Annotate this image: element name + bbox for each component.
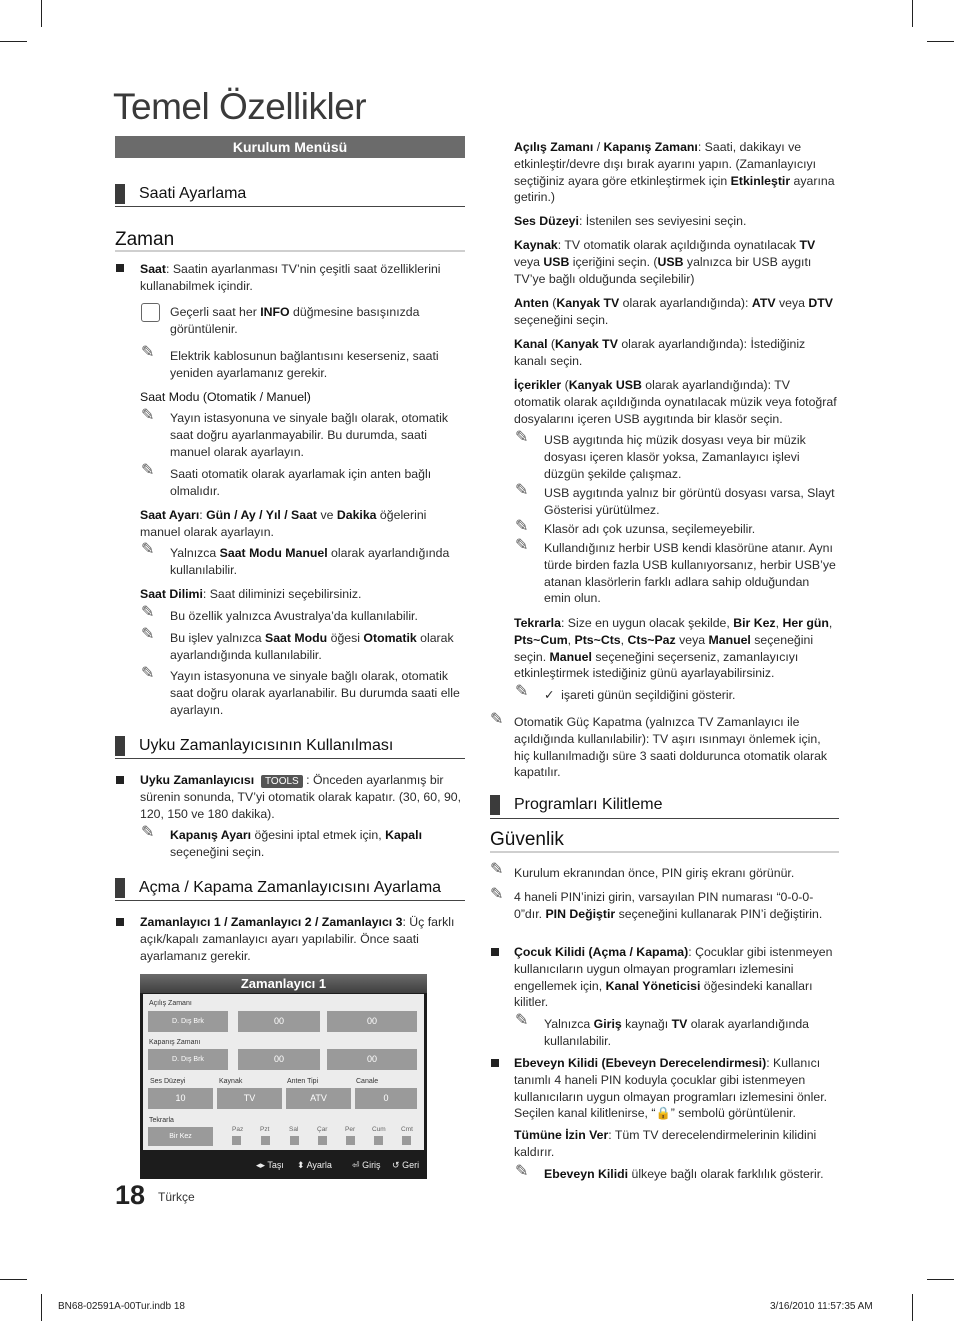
osd-tekrarla-value[interactable]: Bir Kez xyxy=(148,1127,213,1146)
subheading-saati-ayarlama: Saati Ayarlama xyxy=(115,184,246,204)
note-pin-1: Kurulum ekranından önce, PIN giriş ekranı görünür. xyxy=(514,866,795,880)
osd-day-checkbox[interactable] xyxy=(261,1136,270,1145)
note-usb-1: USB aygıtında hiç müzik dosyası veya bir müzik dosyası içeren klasör yoksa, Zamanlayıcı işlevi düzgün şekilde çalışmaz. xyxy=(544,433,806,481)
paragraph-saat: Saat: Saatin ayarlanması TV’nin çeşitli saat özelliklerini kullanabilmek içindir. xyxy=(140,262,441,293)
osd-label-ses: Ses Düzeyi xyxy=(150,1078,186,1085)
note-pencil-icon: ✎ xyxy=(141,462,155,479)
note-pencil-icon: ✎ xyxy=(515,1163,529,1180)
note-pencil-icon: ✎ xyxy=(141,344,155,361)
note-pencil-icon: ✎ xyxy=(490,886,504,903)
divider xyxy=(115,206,465,207)
note-power: Otomatik Güç Kapatma (yalnızca TV Zamanlayıcı ile açıldığında kullanılabilir): TV aşırı ısınmayı önlemek için, hiç kullanılmadığı süre 3 saati doldurunca otomatik olarak kapatılır. xyxy=(514,715,828,780)
osd-ses-value[interactable]: 10 xyxy=(148,1088,213,1109)
note-info: Geçerli saat her INFO düğmesine basışınızda görüntülenir. xyxy=(170,305,420,336)
divider xyxy=(115,900,465,901)
checkmark-icon: ✓ xyxy=(544,688,555,702)
paragraph-zamanlayici: Zamanlayıcı 1 / Zamanlayıcı 2 / Zamanlayıcı 3: Üç farklı açık/kapalı zamanlayıcı ayarı yapılabilir. Önce saati ayarlamanız gerekir. xyxy=(140,915,455,963)
note-ebeveyn: Ebeveyn Kilidi ülkeye bağlı olarak farklılık gösterir. xyxy=(544,1167,824,1181)
osd-acilis-source[interactable]: D. Dış Brk xyxy=(148,1011,228,1032)
subheading-uyku: Uyku Zamanlayıcısının Kullanılması xyxy=(115,736,393,756)
osd-day-label: Sal xyxy=(289,1126,299,1133)
osd-acilis-hour[interactable]: 00 xyxy=(238,1011,320,1032)
note-pencil-icon: ✎ xyxy=(515,518,529,535)
note-australia: Bu özellik yalnızca Avustralya’da kullanılabilir. xyxy=(170,609,418,623)
osd-enter-hint: ⏎ Giriş xyxy=(352,1160,381,1170)
note-signal-1: Yayın istasyonuna ve sinyale bağlı olarak, otomatik saat doğru ayarlanmayabilir. Bu durumda, saati manuel olarak ayarlayın. xyxy=(170,411,448,459)
note-pencil-icon: ✎ xyxy=(141,626,155,643)
note-function: Bu işlev yalnızca Saat Modu öğesi Otomatik olarak ayarlandığında kullanılabilir. xyxy=(170,631,454,662)
osd-kapanis-minute[interactable]: 00 xyxy=(327,1049,417,1070)
osd-body xyxy=(143,994,424,1150)
tools-badge: TOOLS xyxy=(261,775,303,788)
bullet-icon xyxy=(491,948,499,956)
paragraph-uyku: Uyku Zamanlayıcısı TOOLS : Önceden ayarlanmış bir sürenin sonunda, TV’yi otomatik olarak kapatır. (30, 60, 90, 120, 150 ve 180 dakika). xyxy=(140,773,462,821)
paragraph-anten: Anten (Kanyak TV olarak ayarlandığında): ATV veya DTV seçeneğini seçin. xyxy=(514,296,833,327)
paragraph-ebeveyn-kilidi: Ebeveyn Kilidi (Ebeveyn Derecelendirmesi): Kullanıcı tanımlı 4 haneli PIN koduyla çocuklar gibi istenmeyen kullanıcıların uygun olmayan programları izlemesini önler. Seçilen kanal kilitlenirse, “🔒” sembolü görüntülenir. xyxy=(514,1056,828,1121)
divider xyxy=(490,851,839,853)
note-pencil-icon: ✎ xyxy=(141,541,155,558)
footer-date: 3/16/2010 11:57:35 AM xyxy=(770,1301,873,1312)
divider xyxy=(115,250,465,252)
note-cable: Elektrik kablosunun bağlantısını keserseniz, saati yeniden ayarlamanız gerekir. xyxy=(170,349,439,380)
note-manual: Yalnızca Saat Modu Manuel olarak ayarlandığında kullanılabilir. xyxy=(170,546,450,577)
osd-day-label: Pzt xyxy=(260,1126,270,1133)
osd-label-kaynak: Kaynak xyxy=(219,1078,243,1085)
timer-osd-panel xyxy=(140,974,427,1179)
osd-anten-value[interactable]: ATV xyxy=(286,1088,351,1109)
osd-kapanis-source[interactable]: D. Dış Brk xyxy=(148,1049,228,1070)
page-title: Temel Özellikler xyxy=(113,86,367,127)
note-pencil-icon: ✎ xyxy=(141,824,155,841)
bullet-icon xyxy=(116,918,124,926)
info-note-icon xyxy=(141,303,160,322)
note-kapanis: Kapanış Ayarı öğesini iptal etmek için, Kapalı seçeneğini seçin. xyxy=(170,828,422,859)
crop-mark xyxy=(0,1279,27,1280)
paragraph-saat-ayari: Saat Ayarı: Gün / Ay / Yıl / Saat ve Dakika öğelerini manuel olarak ayarlayın. xyxy=(140,508,427,539)
paragraph-cocuk-kilidi: Çocuk Kilidi (Açma / Kapama): Çocuklar gibi istenmeyen kullanıcıların uygun olmayan programları izlemesini engellemek için, Kanal Yöneticisi öğesindeki kanalları kilitler. xyxy=(514,945,833,1010)
osd-day-checkbox[interactable] xyxy=(290,1136,299,1145)
lock-icon: 🔒 xyxy=(655,1106,671,1121)
osd-label-kapanis: Kapanış Zamanı xyxy=(149,1039,201,1046)
osd-label-tekrarla: Tekrarla xyxy=(149,1117,174,1124)
osd-label-canale: Canale xyxy=(356,1078,379,1085)
crop-mark xyxy=(0,41,27,42)
osd-day-checkbox[interactable] xyxy=(346,1136,355,1145)
divider xyxy=(490,818,839,819)
note-pencil-icon: ✎ xyxy=(515,537,529,554)
crop-mark xyxy=(912,1294,913,1321)
osd-kapanis-hour[interactable]: 00 xyxy=(238,1049,320,1070)
paragraph-kanal: Kanal (Kanyak TV olarak ayarlandığında): İstediğiniz kanalı seçin. xyxy=(514,337,806,368)
bullet-icon xyxy=(491,1059,499,1067)
saat-modu-label: Saat Modu (Otomatik / Manuel) xyxy=(140,390,311,404)
note-giris: Yalnızca Giriş kaynağı TV olarak ayarlandığında kullanılabilir. xyxy=(544,1017,810,1048)
footer-file: BN68-02591A-00Tur.indb 18 xyxy=(58,1301,185,1312)
osd-adjust-hint: ⬍ Ayarla xyxy=(297,1160,332,1170)
note-usb-3: Kullandığınız herbir USB kendi klasörüne atanır. Aynı türde birden fazla USB kullanıyorsanız, herbir USB’ye atanan klasörlerin farklı adlara sahip olduğundan emin olun. xyxy=(544,541,836,606)
osd-label-anten: Anten Tipi xyxy=(287,1078,319,1085)
crop-mark xyxy=(41,0,42,27)
subheading-acma: Açma / Kapama Zamanlayıcısını Ayarlama xyxy=(115,878,441,898)
osd-day-checkbox[interactable] xyxy=(402,1136,411,1145)
note-pencil-icon: ✎ xyxy=(515,683,529,700)
note-pencil-icon: ✎ xyxy=(490,861,504,878)
crop-mark xyxy=(927,1279,954,1280)
paragraph-saat-dilimi: Saat Dilimi: Saat diliminizi seçebilirsiniz. xyxy=(140,587,362,601)
left-right-arrow-icon: ◂▸ xyxy=(256,1160,266,1170)
note-pencil-icon: ✎ xyxy=(141,665,155,682)
note-usb-2: USB aygıtında yalnız bir görüntü dosyası varsa, Slayt Gösterisi yürütülmez. xyxy=(544,486,835,517)
osd-back-hint: ↺ Geri xyxy=(392,1160,420,1170)
osd-title: Zamanlayıcı 1 xyxy=(140,974,427,993)
paragraph-tekrarla: Tekrarla: Size en uygun olacak şekilde, Bir Kez, Her gün, Pts~Cum, Pts~Cts, Cts~Paz veya Manuel seçeneğini seçin. Manuel seçeneğini seçerseniz, zamanlayıcıyı etkinleştirmek istediğiniz günü ayarlayabilirsiniz. xyxy=(514,616,833,681)
osd-day-checkbox[interactable] xyxy=(318,1136,327,1145)
note-pencil-icon: ✎ xyxy=(515,429,529,446)
note-pencil-icon: ✎ xyxy=(141,604,155,621)
divider xyxy=(115,758,465,759)
note-pencil-icon: ✎ xyxy=(515,1012,529,1029)
bullet-icon xyxy=(116,264,124,272)
osd-canale-value[interactable]: 0 xyxy=(355,1088,417,1109)
osd-day-label: Cum xyxy=(372,1126,386,1133)
subheading-programlari: Programları Kilitleme xyxy=(490,795,662,815)
osd-day-label: Per xyxy=(345,1126,356,1133)
heading-guvenlik: Güvenlik xyxy=(490,829,564,850)
note-pencil-icon: ✎ xyxy=(490,711,504,728)
note-pencil-icon: ✎ xyxy=(141,407,155,424)
osd-label-acilis: Açılış Zamanı xyxy=(149,1000,192,1007)
heading-zaman: Zaman xyxy=(115,229,175,250)
crop-mark xyxy=(912,0,913,27)
note-signal-2: Yayın istasyonuna ve sinyale bağlı olarak, otomatik saat doğru olarak ayarlanabilir. Bu durumda saati elle ayarlayın. xyxy=(170,669,460,717)
crop-mark xyxy=(927,41,954,42)
osd-move-hint: ◂▸ Taşı xyxy=(256,1160,284,1170)
note-folder: Klasör adı çok uzunsa, seçilemeyebilir. xyxy=(544,522,756,536)
osd-acilis-minute[interactable]: 00 xyxy=(327,1011,417,1032)
osd-day-label: Paz xyxy=(232,1126,244,1133)
note-check: ✓ işareti günün seçildiğini gösterir. xyxy=(544,688,736,702)
osd-day-label: Cmt xyxy=(401,1126,413,1133)
paragraph-icerikler: İçerikler (Kanyak USB olarak ayarlandığında): TV otomatik olarak açıldığında oynatılacak müzik veya fotoğraf dosyalarını içeren USB aygıtında bir klasör seçin. xyxy=(514,378,837,426)
paragraph-ses: Ses Düzeyi: İstenilen ses seviyesini seçin. xyxy=(514,214,747,228)
section-bar: Kurulum Menüsü xyxy=(115,136,465,158)
note-pencil-icon: ✎ xyxy=(515,482,529,499)
paragraph-kaynak: Kaynak: TV otomatik olarak açıldığında oynatılacak TV veya USB içeriğini seçin. (USB yalnızca bir USB aygıtı TV’ye bağlı olduğunda seçilebilir) xyxy=(514,238,816,286)
note-pin-2: 4 haneli PIN’inizi girin, varsayılan PIN numarası “0-0-0-0”dır. PIN Değiştir seçeneğini kullanarak PIN’i değiştirin. xyxy=(514,890,823,921)
osd-day-checkbox[interactable] xyxy=(232,1136,241,1145)
bullet-icon xyxy=(116,776,124,784)
enter-icon: ⏎ xyxy=(352,1160,360,1170)
page-language: Türkçe xyxy=(158,1190,195,1204)
crop-mark xyxy=(41,1294,42,1321)
osd-kaynak-value[interactable]: TV xyxy=(217,1088,282,1109)
up-down-arrow-icon: ⬍ xyxy=(297,1160,305,1170)
paragraph-tumune-izin: Tümüne İzin Ver: Tüm TV derecelendirmelerinin kilidini kaldırır. xyxy=(514,1128,817,1159)
osd-day-label: Çar xyxy=(317,1126,328,1133)
osd-day-checkbox[interactable] xyxy=(374,1136,383,1145)
page-number: 18 xyxy=(115,1180,146,1210)
paragraph-acilis: Açılış Zamanı / Kapanış Zamanı: Saati, dakikayı ve etkinleştir/devre dışı bırak ayarını yapın. (Zamanlayıcıyı seçtiğiniz ayara göre etkinleştirmek için Etkinleştir ayarına getirin.) xyxy=(514,140,835,205)
return-icon: ↺ xyxy=(392,1160,400,1170)
note-antenna: Saati otomatik olarak ayarlamak için anten bağlı olmalıdır. xyxy=(170,467,432,498)
